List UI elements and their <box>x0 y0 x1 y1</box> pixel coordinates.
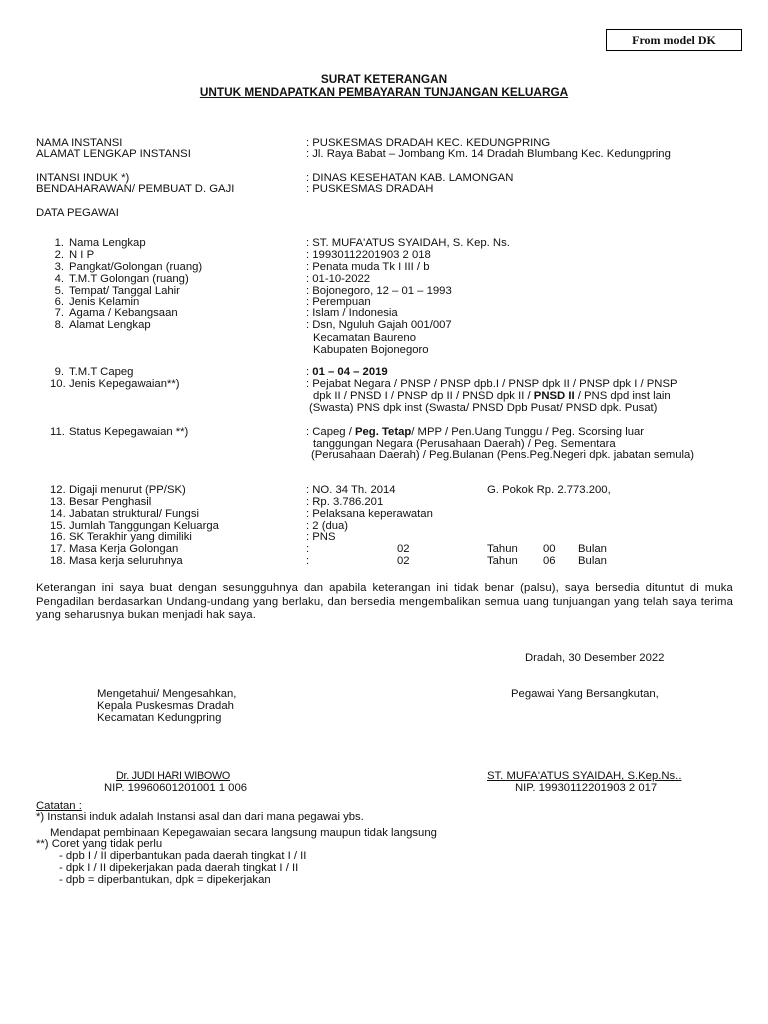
item-value-line: Kecamatan Baureno <box>313 332 416 344</box>
left-sign-line: Mengetahui/ Mengesahkan, <box>97 688 237 700</box>
bendaharawan-value: : PUSKESMAS DRADAH <box>306 183 434 195</box>
peg-tetap-highlight: Peg. Tetap <box>354 426 412 438</box>
item-label: Pangkat/Golongan (ruang) <box>69 261 203 273</box>
document-title: SURAT KETERANGAN <box>320 72 448 86</box>
item-value-line <box>306 426 644 438</box>
item-value-prefix: : <box>306 366 313 378</box>
item-value: : 01-10-2022 <box>306 273 371 285</box>
item-label: Alamat Lengkap <box>69 319 151 331</box>
item-value-line: (Swasta) PNS dpk inst (Swasta/ PNSD Dpb Pusat/ PNSD dpk. Pusat) <box>309 402 658 414</box>
note-line: - dpk I / II dipekerjakan pada daerah tingkat I / II <box>59 862 299 874</box>
item-label: Nama Lengkap <box>69 237 146 249</box>
item-number: 2. <box>54 249 64 261</box>
masa-kerja-months: 06 <box>543 555 556 567</box>
tahun-label: Tahun <box>487 543 518 555</box>
item-value-line <box>313 390 671 402</box>
item-label: Tempat/ Tanggal Lahir <box>69 285 180 297</box>
alamat-instansi-value: : Jl. Raya Babat – Jombang Km. 14 Dradah Blumbang Kec. Kedungpring <box>306 148 671 160</box>
item-label: T.M.T Capeg <box>69 366 134 378</box>
item-value-part: / MPP / Pen.Uang Tunggu / Peg. Scorsing luar <box>411 426 645 438</box>
note-line: - dpb = diperbantukan, dpk = dipekerjakan <box>59 874 271 886</box>
instansi-induk-value: : DINAS KESEHATAN KAB. LAMONGAN <box>306 172 514 184</box>
item-number: 1. <box>54 237 64 249</box>
item-number: 16. <box>50 531 66 543</box>
masa-kerja-years: 02 <box>397 555 410 567</box>
tmt-capeg-date: 01 – 04 – 2019 <box>312 366 388 378</box>
masa-kerja-years: 02 <box>397 543 410 555</box>
bulan-label: Bulan <box>578 555 607 567</box>
item-value-part: dpk II / PNSD I / PNSP dp II / PNSD dpk II / <box>313 390 534 402</box>
note-line: - dpb I / II diperbantukan pada daerah tingkat I / II <box>59 850 307 862</box>
right-signatory-name: ST. MUFA'ATUS SYAIDAH, S.Kep.Ns.. <box>487 770 682 782</box>
document-subtitle <box>0 86 768 99</box>
instansi-induk-label: INTANSI INDUK *) <box>36 172 130 184</box>
item-value: : Dsn, Nguluh Gajah 001/007 <box>306 319 452 331</box>
item-value-line: (Perusahaan Daerah) / Peg.Bulanan (Pens.Peg.Negeri dpk. jabatan semula) <box>311 449 695 461</box>
item-label: Jumlah Tanggungan Keluarga <box>69 520 219 532</box>
item-number: 11. <box>50 426 65 438</box>
statement-paragraph: Keterangan ini saya buat dengan sesungguhnya dan apabila keterangan ini tidak benar (palsu), saya bersedia dituntut di muka Pengadilan berdasarkan Undang-undang yang berlaku, dan bersedia mengembalikan semua uang tunjuangan yang telah saya terima yang seharusnya bukan menjadi hak saya. <box>36 582 733 621</box>
item-value: : <box>306 555 310 567</box>
item-number: 18. <box>50 555 66 567</box>
right-sign-line: Pegawai Yang Bersangkutan, <box>511 688 659 700</box>
item-number: 14. <box>50 508 66 520</box>
place-date: Dradah, 30 Desember 2022 <box>525 652 665 664</box>
item-label: Digaji menurut (PP/SK) <box>69 484 186 496</box>
item-number: 5. <box>54 285 64 297</box>
item-value-part: / PNS dpd inst lain <box>574 390 671 402</box>
right-signatory-nip: NIP. 19930112201903 2 017 <box>515 782 658 794</box>
pnsd-ii-highlight: PNSD II <box>533 390 575 402</box>
item-number: 8. <box>54 319 64 331</box>
item-value <box>306 366 388 378</box>
item-number: 4. <box>54 273 64 285</box>
item-number: 12. <box>50 484 66 496</box>
bendaharawan-label: BENDAHARAWAN/ PEMBUAT D. GAJI <box>36 183 235 195</box>
item-value: : 2 (dua) <box>306 520 349 532</box>
item-value: : Bojonegoro, 12 – 01 – 1993 <box>306 285 452 297</box>
item-label: Besar Penghasil <box>69 496 152 508</box>
item-value-line: : Pejabat Negara / PNSP / PNSP dpb.I / PNSP dpk II / PNSP dpk I / PNSP <box>306 378 678 390</box>
document-subtitle-text: UNTUK MENDAPATKAN PEMBAYARAN TUNJANGAN KELUARGA <box>199 85 569 99</box>
item-number: 9. <box>54 366 64 378</box>
item-value-line: Kabupaten Bojonegoro <box>313 344 429 356</box>
item-label: Jenis Kepegawaian**) <box>69 378 180 390</box>
item-number: 15. <box>50 520 66 532</box>
item-value: : ST. MUFA'ATUS SYAIDAH, S. Kep. Ns. <box>306 237 510 249</box>
item-label: Masa Kerja Golongan <box>69 543 179 555</box>
note-line: *) Instansi induk adalah Instansi asal dan dari mana pegawai ybs. <box>36 811 364 823</box>
item-value: : Pelaksana keperawatan <box>306 508 433 520</box>
item-value: : PNS <box>306 531 336 543</box>
note-line: **) Coret yang tidak perlu <box>36 838 163 850</box>
item-value: : Perempuan <box>306 296 371 308</box>
item-value: : Penata muda Tk I III / b <box>306 261 430 273</box>
left-signatory-name: Dr. JUDI HARI WIBOWO <box>116 770 230 782</box>
item-value: : 19930112201903 2 018 <box>306 249 431 261</box>
item-value: : Rp. 3.786.201 <box>306 496 384 508</box>
item-number: 3. <box>54 261 64 273</box>
bulan-label: Bulan <box>578 543 607 555</box>
item-label: Jenis Kelamin <box>69 296 140 308</box>
gaji-pokok: G. Pokok Rp. 2.773.200, <box>487 484 611 496</box>
data-pegawai-heading: DATA PEGAWAI <box>36 207 119 219</box>
item-label: Agama / Kebangsaan <box>69 307 178 319</box>
tahun-label: Tahun <box>487 555 518 567</box>
nama-instansi-value: : PUSKESMAS DRADAH KEC. KEDUNGPRING <box>306 137 551 149</box>
notes-heading-text: Catatan : <box>36 800 82 812</box>
nama-instansi-label: NAMA INSTANSI <box>36 137 123 149</box>
masa-kerja-months: 00 <box>543 543 556 555</box>
item-label: N I P <box>69 249 95 261</box>
item-number: 17. <box>50 543 66 555</box>
item-number: 10. <box>50 378 66 390</box>
item-label: Jabatan struktural/ Fungsi <box>69 508 199 520</box>
item-label: Status Kepegawaian **) <box>69 426 189 438</box>
item-value-line: tanggungan Negara (Perusahaan Daerah) / Peg. Sementara <box>313 438 616 450</box>
item-value: : NO. 34 Th. 2014 <box>306 484 396 496</box>
form-model-label: From model DK <box>606 29 742 51</box>
item-label: T.M.T Golongan (ruang) <box>69 273 189 285</box>
left-sign-line: Kecamatan Kedungpring <box>97 712 222 724</box>
left-sign-line: Kepala Puskesmas Dradah <box>97 700 234 712</box>
item-number: 6. <box>54 296 64 308</box>
item-value: : Islam / Indonesia <box>306 307 398 319</box>
left-signatory-nip: NIP. 19960601201001 1 006 <box>104 782 248 794</box>
item-label: SK Terakhir yang dimiliki <box>69 531 192 543</box>
item-number: 7. <box>54 307 64 319</box>
item-value-part: : Capeg / <box>306 426 355 438</box>
item-label: Masa kerja seluruhnya <box>69 555 183 567</box>
item-number: 13. <box>50 496 66 508</box>
alamat-instansi-label: ALAMAT LENGKAP INSTANSI <box>36 148 191 160</box>
note-line: Mendapat pembinaan Kepegawaian secara langsung maupun tidak langsung <box>50 827 437 839</box>
item-value: : <box>306 543 310 555</box>
